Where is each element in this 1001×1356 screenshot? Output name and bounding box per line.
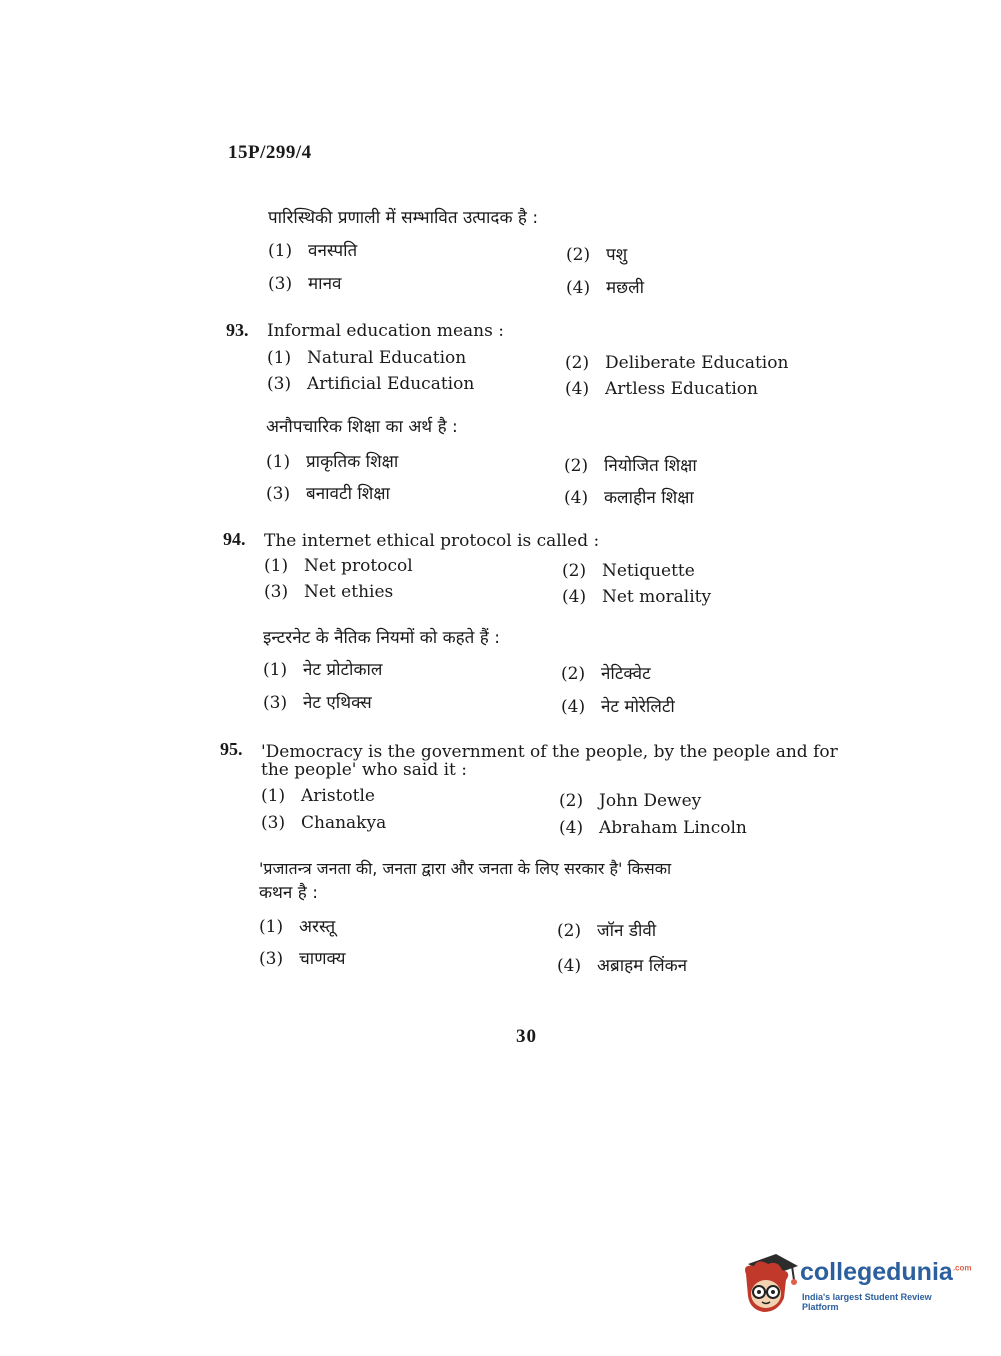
q95-hindi-question-line1: 'प्रजातन्त्र जनता की, जनता द्वारा और जनता के लिए सरकार है' किसका xyxy=(259,859,672,878)
q92-hindi-question: पारिस्थिकी प्रणाली में सम्भावित उत्पादक है : xyxy=(268,208,539,228)
q95-hindi-option-1: (1) अरस्तू xyxy=(259,917,336,937)
q95-option-3: (3) Chanakya xyxy=(261,813,387,833)
q92-hindi-option-2: (2) पशु xyxy=(566,245,628,265)
q94-option-4: (4) Net morality xyxy=(562,587,712,607)
q93-question: Informal education means : xyxy=(267,321,504,341)
logo-brand: collegedunia$^{.com}$ xyxy=(800,1258,972,1286)
q92-hindi-option-4: (4) मछली xyxy=(566,278,645,298)
q92-hindi-option-1: (1) वनस्पति xyxy=(268,241,358,261)
q95-option-1: (1) Aristotle xyxy=(261,786,375,806)
q95-hindi-option-2: (2) जॉन डीवी xyxy=(557,921,657,941)
page-number: 30 xyxy=(516,1026,537,1047)
q94-hindi-option-2: (2) नेटिक्वेट xyxy=(561,664,651,684)
q93-hindi-option-2: (2) नियोजित शिक्षा xyxy=(564,456,697,476)
q93-option-4: (4) Artless Education xyxy=(565,379,758,399)
q94-question: The internet ethical protocol is called : xyxy=(264,531,600,551)
q95-question-line2: the people' who said it : xyxy=(261,760,468,780)
q94-option-2: (2) Netiquette xyxy=(562,561,695,581)
q92-hindi-option-3: (3) मानव xyxy=(268,274,342,294)
q94-option-1: (1) Net protocol xyxy=(264,556,413,576)
q95-hindi-option-4: (4) अब्राहम लिंकन xyxy=(557,956,688,976)
q95-hindi-question-line2: कथन है : xyxy=(259,883,318,903)
q95-option-4: (4) Abraham Lincoln xyxy=(559,818,747,838)
q95-hindi-option-3: (3) चाणक्य xyxy=(259,949,346,969)
q93-option-1: (1) Natural Education xyxy=(267,348,467,368)
q93-hindi-option-1: (1) प्राकृतिक शिक्षा xyxy=(266,452,399,472)
q95-question-line1: 'Democracy is the government of the people, by the people and for xyxy=(261,742,838,762)
collegedunia-logo xyxy=(740,1250,970,1320)
q93-hindi-option-3: (3) बनावटी शिक्षा xyxy=(266,484,390,504)
q93-hindi-question: अनौपचारिक शिक्षा का अर्थ है : xyxy=(266,417,458,437)
q94-number: 94. xyxy=(223,529,246,549)
q93-number: 93. xyxy=(226,320,249,340)
paper-code: 15P/299/4 xyxy=(228,142,312,163)
q94-hindi-option-4: (4) नेट मोरेलिटी xyxy=(561,697,675,717)
q94-hindi-option-1: (1) नेट प्रोटोकाल xyxy=(263,660,383,680)
q95-option-2: (2) John Dewey xyxy=(559,791,702,811)
q94-option-3: (3) Net ethies xyxy=(264,582,394,602)
q94-hindi-option-3: (3) नेट एथिक्स xyxy=(263,693,372,713)
q95-number: 95. xyxy=(220,739,243,759)
q93-hindi-option-4: (4) कलाहीन शिक्षा xyxy=(564,488,694,508)
q94-hindi-question: इन्टरनेट के नैतिक नियमों को कहते हैं : xyxy=(263,628,500,648)
mascot-icon xyxy=(740,1250,800,1320)
logo-tagline: India's largest Student Review Platform xyxy=(802,1292,932,1312)
q93-option-3: (3) Artificial Education xyxy=(267,374,475,394)
q93-option-2: (2) Deliberate Education xyxy=(565,353,789,373)
